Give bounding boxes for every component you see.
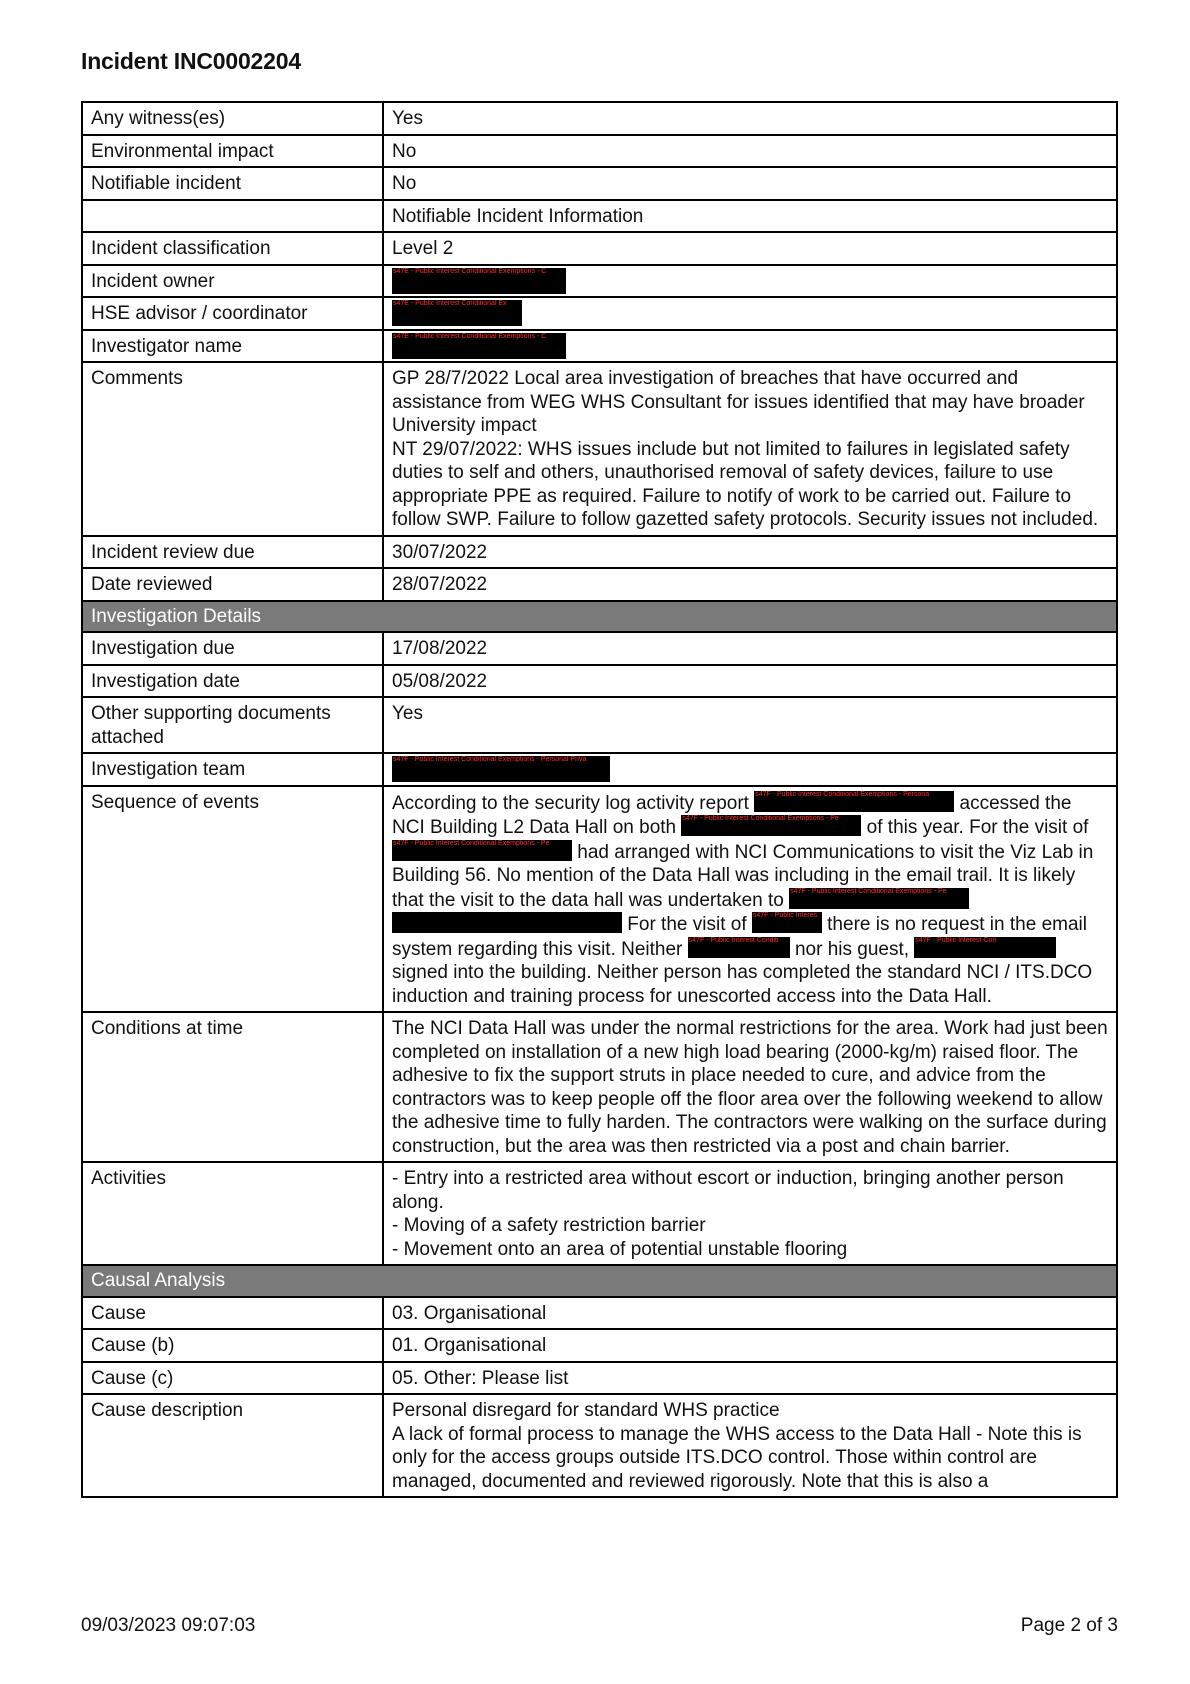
comments-row [82,362,1117,536]
incident-owner-row [82,265,1117,298]
redaction-box: s47F - Public Interest Conditional Exemptions - Pe [681,815,861,836]
redaction-box: s47F - Public Interest Conditional Exemptions - Personal Priva [392,756,610,782]
table-row [82,135,1117,168]
investigation-team-row [82,753,1117,786]
row-label: Cause (b) [82,1329,383,1362]
investigator-row [82,330,1117,363]
basic-rows [82,102,1117,265]
section-header-causal [82,1265,1117,1297]
row-label: Any witness(es) [82,102,383,135]
redaction-box: s47F - Public Interest Conditional Exemptions - Pe [392,840,572,861]
footer-page-number: Page 2 of 3 [1020,1615,1118,1636]
section-title: Investigation Details [82,601,1117,633]
document-title: Incident INC0002204 [81,48,301,74]
date-reviewed-row [82,568,1117,601]
row-value: 30/07/2022 [383,536,1117,569]
sequence-of-events-row [82,786,1117,1013]
row-label: Cause (c) [82,1362,383,1395]
table-row [82,200,1117,233]
row-label: Date reviewed [82,568,383,601]
row-value: 01. Organisational [383,1329,1117,1362]
row-value: 28/07/2022 [383,568,1117,601]
row-value [383,753,1117,786]
cause-c-row [82,1362,1117,1395]
row-label: Environmental impact [82,135,383,168]
section-title: Causal Analysis [82,1265,1117,1297]
row-label: Other supporting documents attached [82,697,383,753]
comments-text: GP 28/7/2022 Local area investigation of breaches that have occurred and assistance from WEG WHS Consultant for issues identified that may have broader University impact NT 29/07/2022: WHS issues include but not limited to failures in legislated safety duties to self and others, unauthorised removal of safety devices, failure to use appropriate PPE as required. Failure to notify of work to be carried out. Failure to follow SWP. Failure to follow gazetted safety protocols. Security issues not included. [383,362,1117,536]
row-label: Incident classification [82,232,383,265]
row-label: Sequence of events [82,786,383,1013]
table-row [82,167,1117,200]
row-label: Incident owner [82,265,383,298]
investigation-date-row [82,665,1117,698]
redaction-box: s47E - Public Interest Conditional Exemptions - C [392,333,566,359]
row-value: 03. Organisational [383,1297,1117,1330]
redaction-box: s47E - Public Interest Conditional Ex [392,300,522,326]
row-value: Yes [383,102,1117,135]
cause-description-row [82,1394,1117,1497]
conditions-row [82,1012,1117,1162]
row-label: HSE advisor / coordinator [82,297,383,330]
row-value: Notifiable Incident Information [383,200,1117,233]
activities-text: - Entry into a restricted area without escort or induction, bringing another person along. - Moving of a safety restriction barrier - Movement onto an area of potential unstable flooring [383,1162,1117,1265]
row-value: 17/08/2022 [383,632,1117,665]
row-label: Cause [82,1297,383,1330]
section-header-investigation [82,601,1117,633]
row-label: Activities [82,1162,383,1265]
row-value: No [383,135,1117,168]
table-row [82,232,1117,265]
row-label: Notifiable incident [82,167,383,200]
redaction-box [392,912,622,933]
row-label: Investigation due [82,632,383,665]
row-label: Incident review due [82,536,383,569]
row-value: Level 2 [383,232,1117,265]
hse-advisor-row [82,297,1117,330]
row-value: No [383,167,1117,200]
cause-b-row [82,1329,1117,1362]
sequence-text: According to the security log activity report s47F - Public Interest Conditional Exemptions - Persona accessed the NCI Building L2 Data Hall on both s47F - Public Interest Conditional Exemptions - Pe of this year. For the visit of s47F - Public Interest Conditional Exemptions - Pe had arranged with NCI Communications to visit the Viz Lab in Building 56. No mention of the Data Hall was including in the email trail. It is likely that the visit to the data hall was undertaken to s47F - Public Interest Conditional Exemptions - Pe For the visit of s47F - Public Interes there is no request in the email system regarding this visit. Neither s47F - Public Interest Conditi nor his guest, s47F - Public Interest Con signed into the building. Neither person has completed the standard NCI / ITS.DCO induction and training process for unescorted access into the Data Hall. [383,786,1117,1013]
incident-table [81,101,1118,1498]
review-due-row [82,536,1117,569]
footer-timestamp: 09/03/2023 09:07:03 [81,1615,256,1636]
row-label [82,200,383,233]
activities-row [82,1162,1117,1265]
row-label: Investigator name [82,330,383,363]
row-value: 05. Other: Please list [383,1362,1117,1395]
redaction-box: s47F - Public Interest Conditional Exemptions - Pe [789,888,969,909]
row-label: Investigation team [82,753,383,786]
row-value [383,297,1117,330]
row-value [383,330,1117,363]
cause-row [82,1297,1117,1330]
redaction-box: s47E - Public Interest Conditional Exemptions - C [392,268,566,294]
row-label: Cause description [82,1394,383,1497]
redaction-box [1006,937,1056,958]
cause-description-text: Personal disregard for standard WHS practice A lack of formal process to manage the WHS access to the Data Hall - Note this is only for the access groups outside ITS.DCO control. Those within control are managed, documented and reviewed rigorously. Note that this is also a [383,1394,1117,1497]
supporting-docs-row [82,697,1117,753]
row-value: 05/08/2022 [383,665,1117,698]
redaction-box: s47F - Public Interest Conditi [688,937,790,958]
row-label: Comments [82,362,383,536]
row-value: Yes [383,697,1117,753]
conditions-text: The NCI Data Hall was under the normal restrictions for the area. Work had just been completed on installation of a new high load bearing (2000-kg/m) raised floor. The adhesive to fix the support struts in place needed to cure, and advice from the contractors was to keep people off the floor area over the following weekend to allow the adhesive time to fully harden. The contractors were walking on the surface during construction, but the area was then restricted via a post and chain barrier. [383,1012,1117,1162]
redaction-box: s47F - Public Interes [752,912,822,933]
table-row [82,102,1117,135]
redaction-box: s47F - Public Interest Con [914,937,1006,958]
row-value [383,265,1117,298]
redaction-box: s47F - Public Interest Conditional Exemptions - Persona [754,791,954,812]
row-label: Conditions at time [82,1012,383,1162]
row-label: Investigation date [82,665,383,698]
investigation-due-row [82,632,1117,665]
